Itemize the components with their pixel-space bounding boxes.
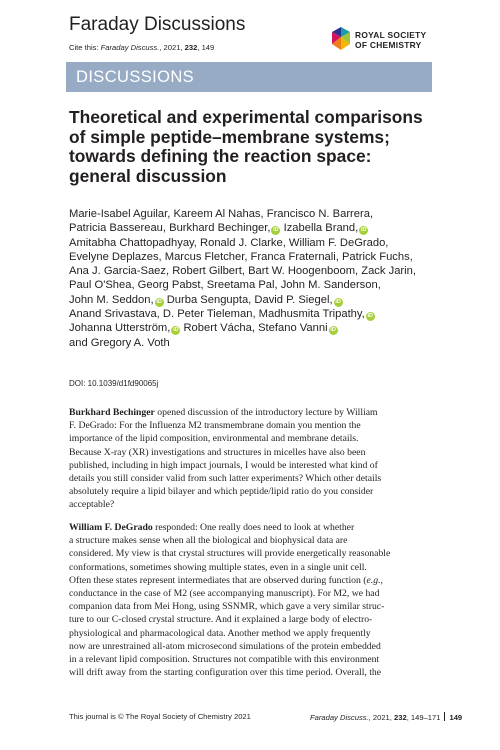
- cite-prefix: Cite this:: [69, 43, 101, 52]
- paragraph-line: details you still consider valid from such latter experiments? Which other details: [69, 473, 382, 485]
- paragraph-line: a structure makes sense when all the biological and biophysical data are: [69, 535, 348, 547]
- paragraph-line: Often these states represent intermediates that are observed during function (e.g.,: [69, 574, 383, 586]
- cite-pages: , 149: [197, 43, 215, 52]
- speaker-name: William F. DeGrado: [69, 522, 153, 533]
- cite-year: , 2021,: [159, 43, 185, 52]
- cite-journal: Faraday Discuss.: [100, 43, 160, 52]
- rsc-logo-icon: [330, 26, 352, 52]
- paragraph-line: considered. My view is that crystal structures will provide energetically reasonable: [69, 548, 391, 560]
- rsc-logo-line1: ROYAL SOCIETY: [355, 30, 427, 40]
- footer-citation: [310, 712, 462, 722]
- author-line: Ana J. Garcia-Saez, Robert Gilbert, Bart W. Hoogenboom, Zack Jarin,: [69, 265, 416, 278]
- paragraph-line: in a relevant lipid composition. Structures not compatible with this environment: [69, 654, 380, 666]
- author-list: [69, 207, 439, 350]
- title-line: towards defining the reaction space:: [69, 146, 372, 167]
- paragraph-line: William F. DeGrado responded: One really does need to look at whether: [69, 522, 355, 533]
- footer-copyright: This journal is © The Royal Society of Chemistry 2021: [69, 712, 251, 721]
- author-line: Evelyne Deplazes, Marcus Fletcher, Franca Fraternali, Patrick Fuchs,: [69, 250, 413, 263]
- speaker-name: Burkhard Bechinger: [69, 407, 155, 418]
- author-line: John M. Seddon, iD Durba Sengupta, David P. Siegel, iD: [69, 293, 341, 306]
- footer-year: , 2021,: [368, 713, 395, 722]
- discussion-paragraph: [69, 521, 435, 679]
- paragraph-line: physiological and pharmacological data. Another method we apply frequently: [69, 627, 371, 639]
- author-line: Paul O'Shea, Georg Pabst, Sreetama Pal, John M. Sanderson,: [69, 279, 381, 292]
- rsc-logo: [330, 26, 440, 56]
- section-header: [66, 62, 432, 92]
- paragraph-line: importance of the lipid composition, environmental and membrane details.: [69, 433, 359, 445]
- title-line: Theoretical and experimental comparisons: [69, 107, 423, 127]
- paragraph-line: conductance in the case of M2 (see accompanying manuscript). For M2, we had: [69, 588, 380, 600]
- page-number: 149: [449, 713, 463, 722]
- orcid-icon[interactable]: iD: [360, 227, 367, 234]
- journal-name: Faraday Discussions: [69, 14, 246, 35]
- paragraph-line: absolutely require a lipid bilayer and which peptide/lipid ratio do you consider: [69, 486, 374, 498]
- footer-divider: [444, 712, 445, 721]
- paragraph-line: conformations, sometimes showing multiple states, even in a single unit cell.: [69, 561, 367, 573]
- paragraph-line: Because X-ray (XR) investigations and structures in micelles have also been: [69, 446, 366, 458]
- author-line: Anand Srivastava, D. Peter Tieleman, Madhusmita Tripathy, iD: [69, 308, 374, 321]
- orcid-icon[interactable]: iD: [273, 227, 279, 234]
- author-line: Patricia Bassereau, Burkhard Bechinger, iD Izabella Brand, iD: [69, 222, 367, 235]
- section-label: DISCUSSIONS: [76, 68, 195, 86]
- orcid-icon[interactable]: iD: [330, 327, 336, 334]
- paragraph-line: F. DeGrado: For the Influenza M2 transmembrane domain you mention the: [69, 420, 361, 432]
- paragraph-line: published, including in high impact journals, I would be interested what kind of: [69, 459, 378, 471]
- orcid-icon[interactable]: iD: [335, 298, 341, 305]
- title-line: general discussion: [69, 165, 227, 186]
- discussion-paragraph: [69, 406, 435, 512]
- paragraph-line: Burkhard Bechinger opened discussion of the introductory lecture by William: [69, 407, 378, 418]
- paragraph-line: acceptable?: [69, 499, 115, 511]
- cite-volume: 232: [184, 43, 198, 52]
- paragraph-line: companion data from Mei Hong, using SSNMR, which gave a very similar struc-: [69, 601, 385, 613]
- citation-line: [69, 43, 214, 52]
- paragraph-line: now are unrestrained all-atom microsecond simulations of the protein embedded: [69, 640, 381, 652]
- author-line: and Gregory A. Voth: [69, 336, 170, 349]
- author-line: Johanna Utterström, iD Robert Vácha, Stefano Vanni iD: [69, 322, 336, 335]
- orcid-icon[interactable]: iD: [367, 313, 374, 320]
- footer-volume: 232: [394, 713, 407, 722]
- article-title: [69, 108, 439, 186]
- footer-range: , 149–171: [406, 713, 441, 722]
- paragraph-line: ture to our C-closed crystal structure. And it explained a large body of electro-: [69, 614, 373, 626]
- rsc-logo-line2: OF CHEMISTRY: [355, 40, 422, 50]
- author-line: Marie-Isabel Aguilar, Kareem Al Nahas, Francisco N. Barrera,: [69, 208, 374, 220]
- paragraph-line: will drift away from the starting configuration over this time period. Overall, the: [69, 667, 382, 679]
- orcid-icon[interactable]: iD: [173, 327, 179, 334]
- title-line: of simple peptide–membrane systems;: [69, 126, 390, 147]
- author-line: Amitabha Chattopadhyay, Ronald J. Clarke, William F. DeGrado,: [69, 236, 389, 249]
- footer-journal: Faraday Discuss.: [310, 713, 369, 722]
- doi-link[interactable]: DOI: 10.1039/d1fd90065j: [69, 379, 159, 388]
- orcid-icon[interactable]: iD: [156, 298, 162, 305]
